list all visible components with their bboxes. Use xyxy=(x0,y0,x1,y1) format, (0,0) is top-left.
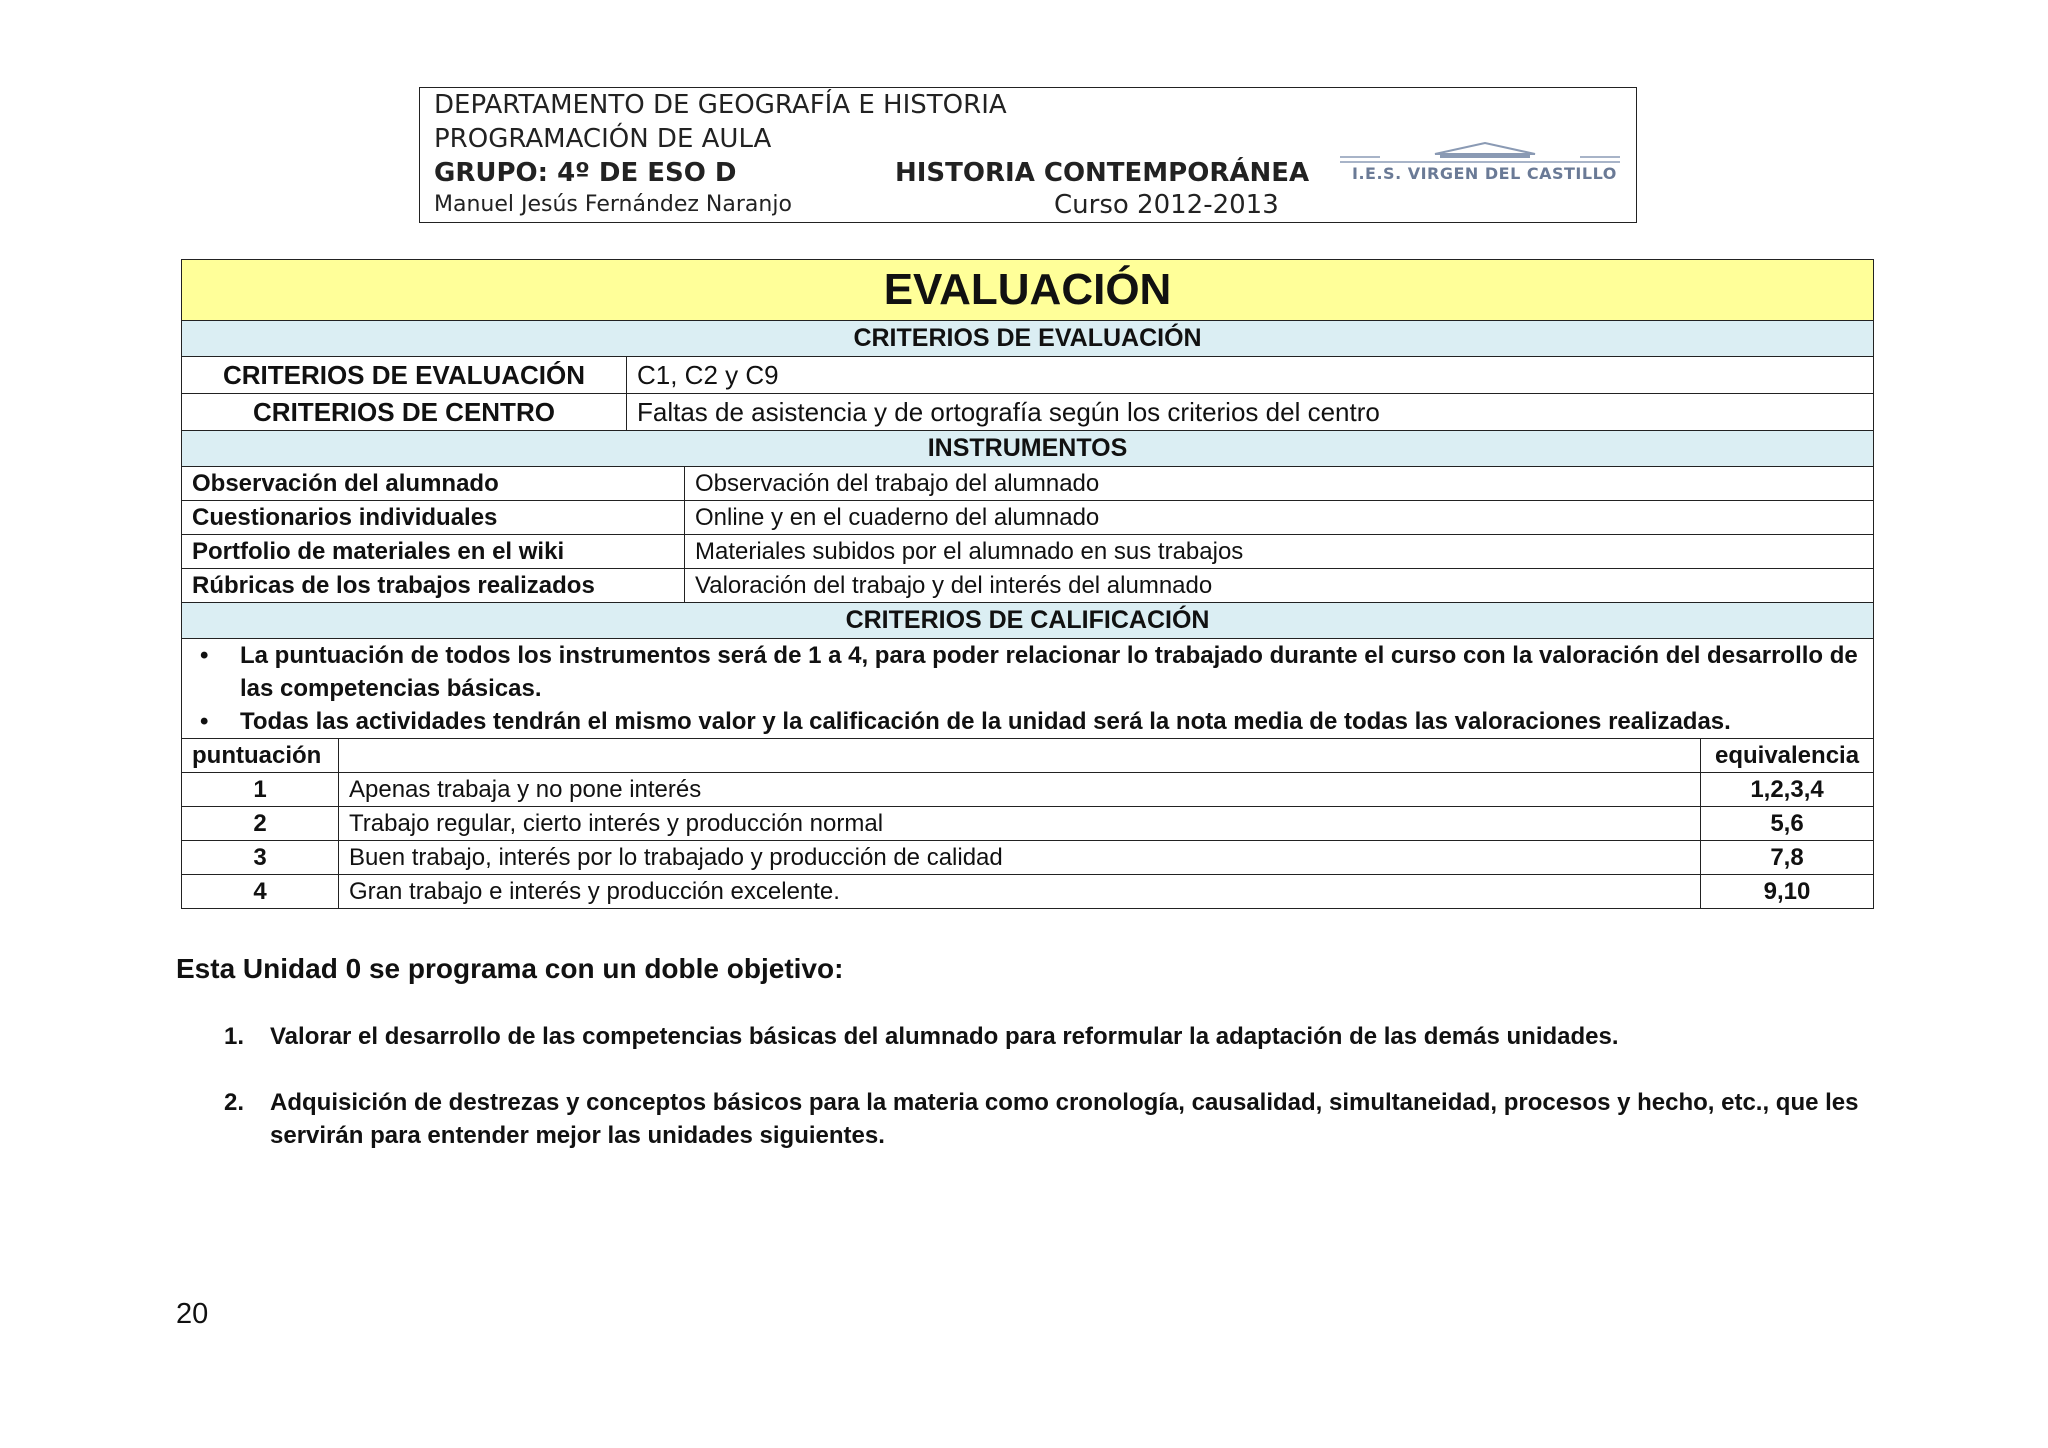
puntuacion-header: puntuación xyxy=(182,739,339,773)
instrument-value: Materiales subidos por el alumnado en sus trabajos xyxy=(685,535,1874,569)
criterios-evaluacion-value: C1, C2 y C9 xyxy=(627,357,1874,394)
objectives-list xyxy=(176,1020,1886,1185)
grade-equivalence: 7,8 xyxy=(1701,841,1874,875)
grade-score: 4 xyxy=(182,875,339,909)
department-name: DEPARTAMENTO DE GEOGRAFÍA E HISTORIA xyxy=(434,90,1007,120)
instrument-label: Observación del alumnado xyxy=(182,467,685,501)
rule-item xyxy=(200,639,1863,705)
instrument-label: Cuestionarios individuales xyxy=(182,501,685,535)
calificacion-section-heading: CRITERIOS DE CALIFICACIÓN xyxy=(182,603,1874,639)
objective-text: Valorar el desarrollo de las competencias básicas del alumnado para reformular la adaptación de las demás unidades. xyxy=(270,1023,1619,1050)
rule-item xyxy=(200,705,1863,738)
rule-text: Todas las actividades tendrán el mismo valor y la calificación de la unidad será la nota media de todas las valoraciones realizadas. xyxy=(240,708,1731,735)
objective-item xyxy=(176,1020,1886,1053)
bullet-icon: • xyxy=(200,642,209,669)
objective-number: 2. xyxy=(224,1089,245,1116)
intro-heading: Esta Unidad 0 se programa con un doble objetivo: xyxy=(176,953,844,984)
instrument-label: Portfolio de materiales en el wiki xyxy=(182,535,685,569)
calificacion-rules xyxy=(182,639,1874,739)
objective-text: Adquisición de destrezas y conceptos básicos para la materia como cronología, causalidad, simultaneidad, procesos y hecho, etc., que les servirán para entender mejor las unidades siguientes. xyxy=(270,1089,1859,1149)
grade-description: Trabajo regular, cierto interés y producción normal xyxy=(339,807,1701,841)
grade-score: 2 xyxy=(182,807,339,841)
evaluation-title: EVALUACIÓN xyxy=(182,260,1874,321)
instrument-label: Rúbricas de los trabajos realizados xyxy=(182,569,685,603)
description-header xyxy=(339,739,1701,773)
grade-equivalence: 1,2,3,4 xyxy=(1701,773,1874,807)
school-logo xyxy=(1340,142,1620,194)
objective-item xyxy=(176,1086,1886,1152)
programacion-label: PROGRAMACIÓN DE AULA xyxy=(434,124,772,154)
group-label: GRUPO: 4º DE ESO D xyxy=(434,158,737,188)
rule-text: La puntuación de todos los instrumentos será de 1 a 4, para poder relacionar lo trabajado durante el curso con la valoración del desarrollo de las competencias básicas. xyxy=(240,642,1858,702)
equivalencia-header: equivalencia xyxy=(1701,739,1874,773)
instrument-value: Valoración del trabajo y del interés del alumnado xyxy=(685,569,1874,603)
grade-score: 3 xyxy=(182,841,339,875)
criterios-centro-value: Faltas de asistencia y de ortografía según los criterios del centro xyxy=(627,394,1874,431)
school-name: I.E.S. VIRGEN DEL CASTILLO xyxy=(1352,164,1617,183)
page-number: 20 xyxy=(176,1298,209,1330)
teacher-name: Manuel Jesús Fernández Naranjo xyxy=(434,192,792,217)
criterios-evaluacion-label: CRITERIOS DE EVALUACIÓN xyxy=(182,357,627,394)
criterios-section-heading: CRITERIOS DE EVALUACIÓN xyxy=(182,321,1874,357)
grade-description: Gran trabajo e interés y producción excelente. xyxy=(339,875,1701,909)
school-building-icon xyxy=(1340,142,1620,166)
bullet-icon: • xyxy=(200,708,209,735)
objective-number: 1. xyxy=(224,1023,245,1050)
instrument-value: Online y en el cuaderno del alumnado xyxy=(685,501,1874,535)
grade-score: 1 xyxy=(182,773,339,807)
instrument-value: Observación del trabajo del alumnado xyxy=(685,467,1874,501)
evaluation-table xyxy=(181,259,1874,909)
instrumentos-section-heading: INSTRUMENTOS xyxy=(182,431,1874,467)
document-header xyxy=(419,87,1637,223)
course-label: Curso 2012-2013 xyxy=(1054,190,1279,220)
criterios-centro-label: CRITERIOS DE CENTRO xyxy=(182,394,627,431)
grade-equivalence: 9,10 xyxy=(1701,875,1874,909)
subject-label: HISTORIA CONTEMPORÁNEA xyxy=(895,158,1310,188)
grade-equivalence: 5,6 xyxy=(1701,807,1874,841)
grade-description: Apenas trabaja y no pone interés xyxy=(339,773,1701,807)
grade-description: Buen trabajo, interés por lo trabajado y producción de calidad xyxy=(339,841,1701,875)
